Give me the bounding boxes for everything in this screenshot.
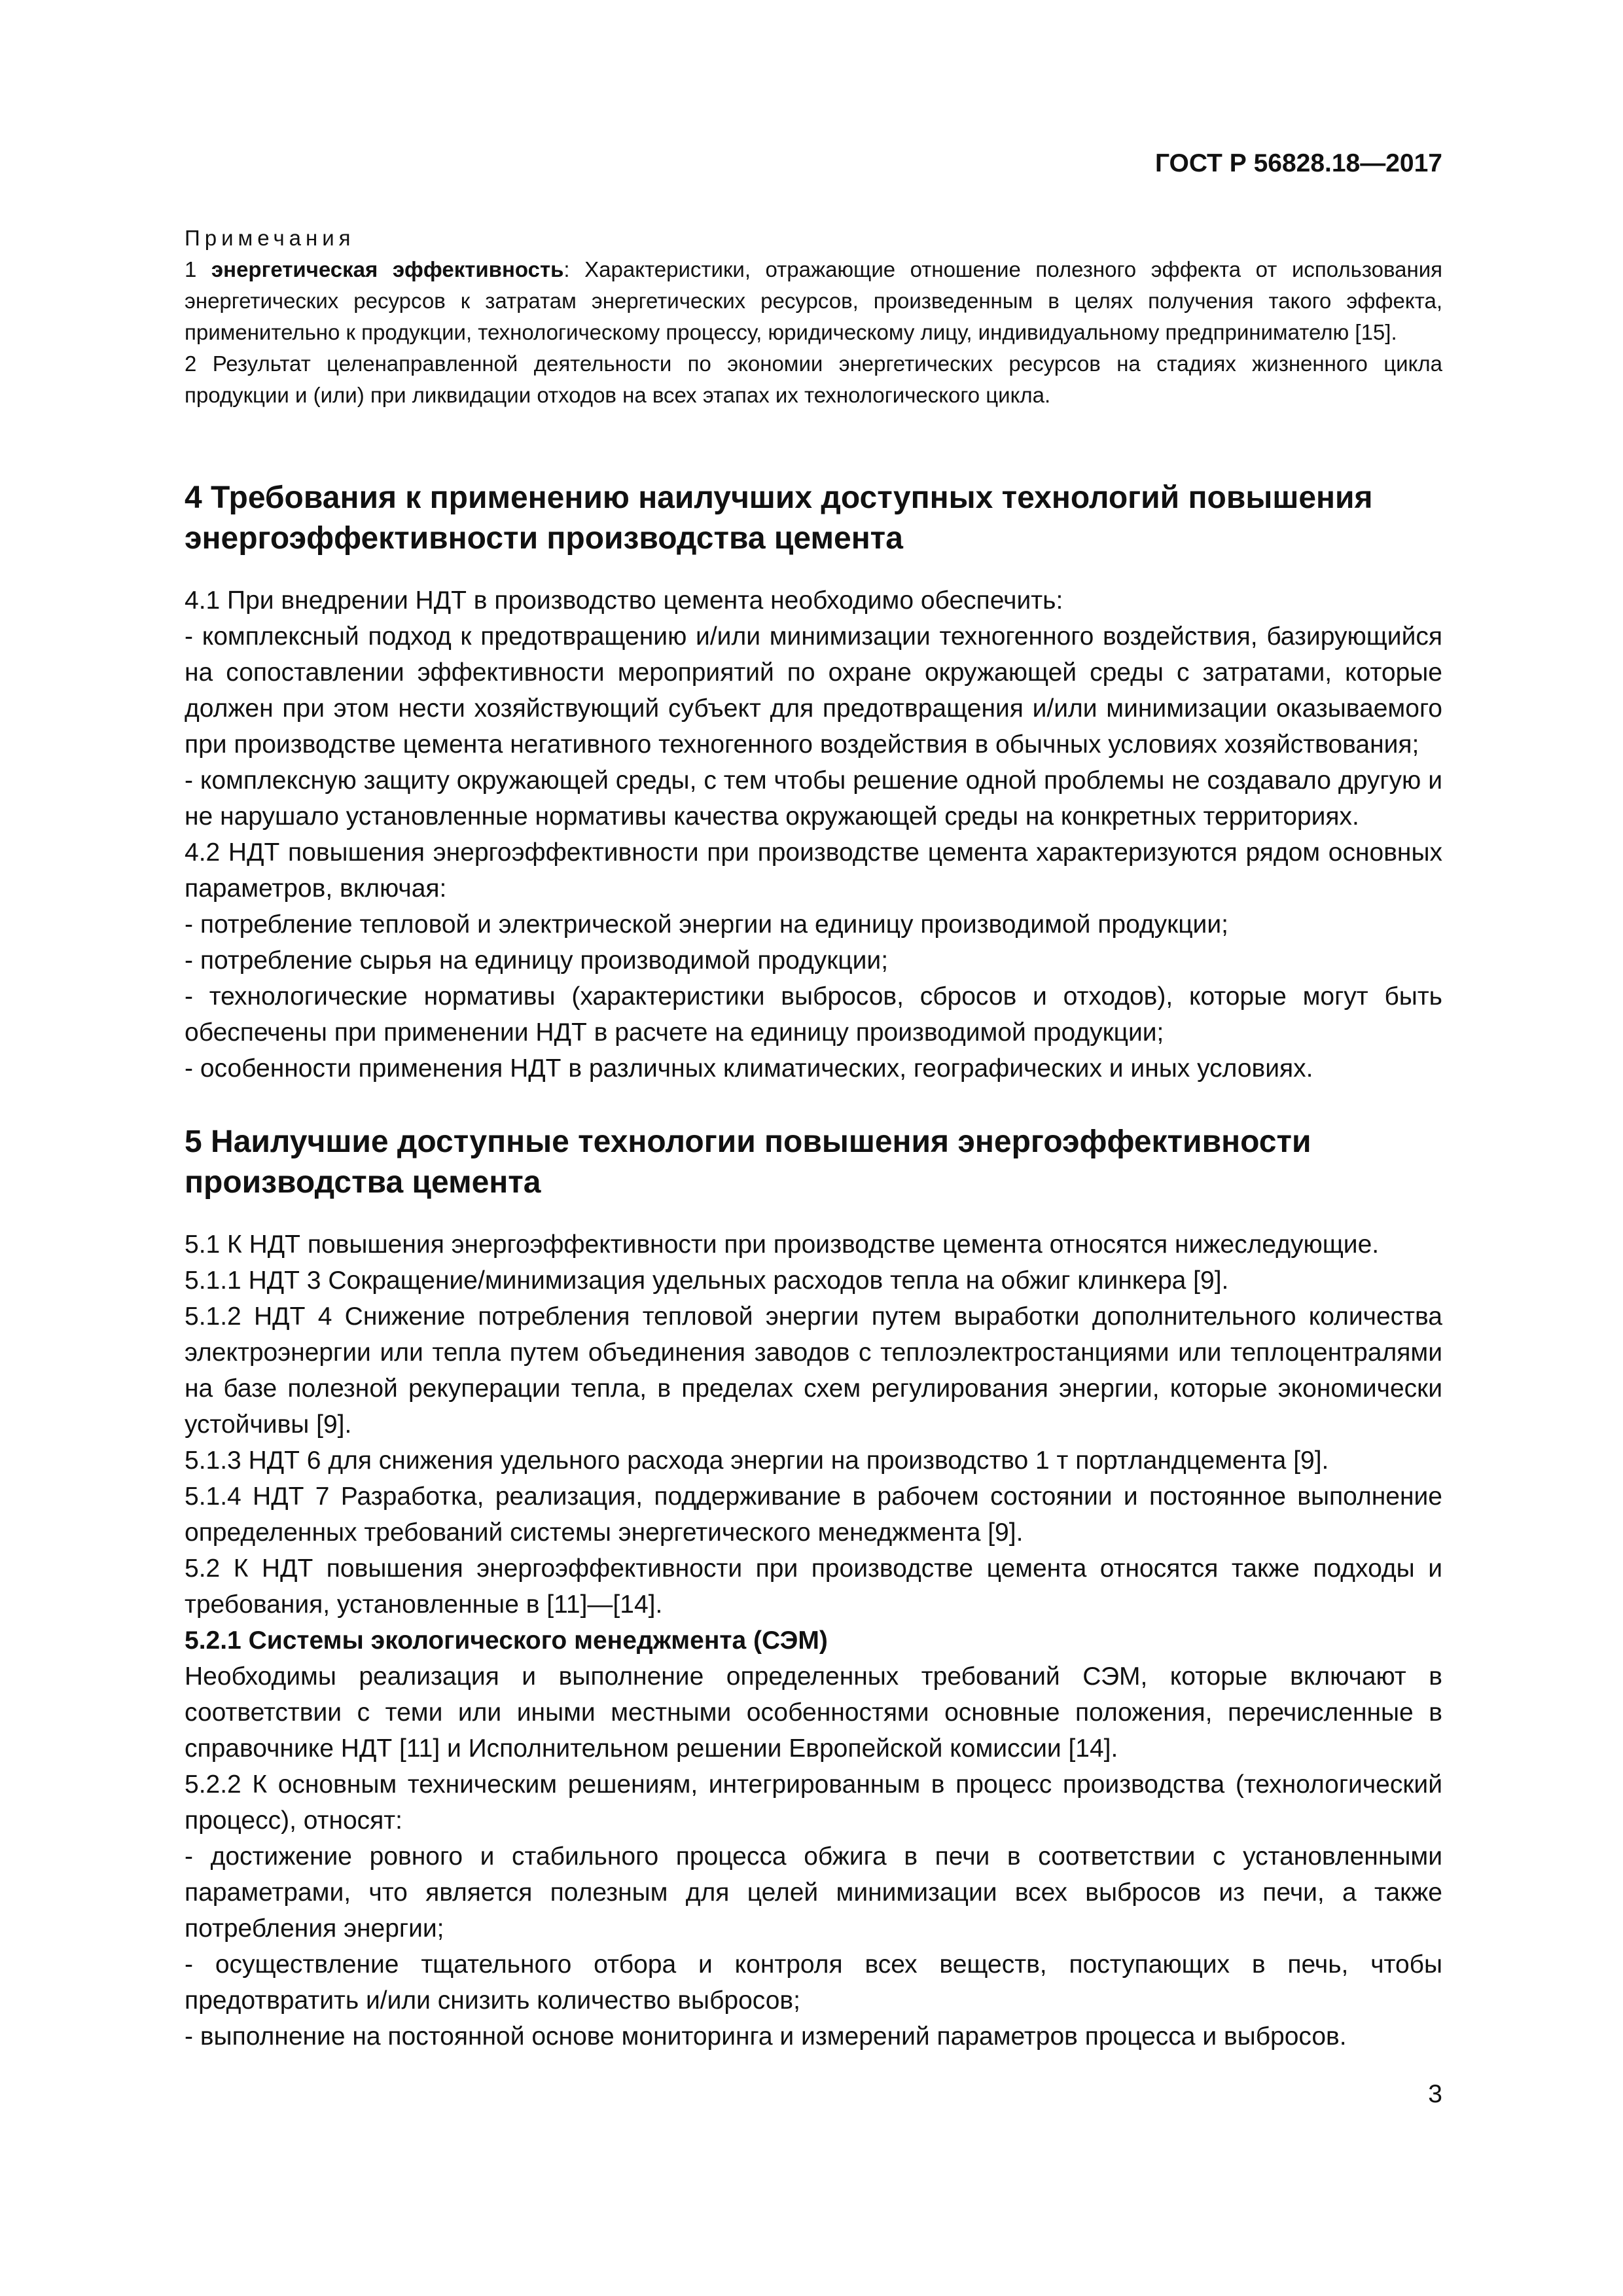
paragraph-5-1-1: 5.1.1 НДТ 3 Сокращение/минимизация удельных расходов тепла на обжиг клинкера [9]. xyxy=(185,1266,1229,1295)
list-item: - комплексный подход к предотвращению и/или минимизации техногенного воздействия, базирующийся на сопоставлении эффективности мероприятий по охране окружающей среды с затратами, которые должен при этом нести хозяйствующий субъект для предотвращения и/или минимизации оказываемого при производстве цемента негативного техногенного воздействия в обычных условиях хозяйствования; xyxy=(185,622,1442,759)
main-content xyxy=(185,478,1442,2054)
paragraph-4-1: 4.1 При внедрении НДТ в производство цемента необходимо обеспечить: xyxy=(185,586,1063,615)
list-item: - достижение ровного и стабильного процесса обжига в печи в соответствии с установленными параметрами, что является полезным для целей минимизации всех выбросов из печи, а также потребления энергии; xyxy=(185,1842,1442,1943)
section-5-title: 5 Наилучшие доступные технологии повышения энергоэффективности производства цемента xyxy=(185,1124,1311,1200)
note-2: 2 Результат целенаправленной деятельности по экономии энергетических ресурсов на стадиях жизненного цикла продукции и (или) при ликвидации отходов на всех этапах их технологического цикла. xyxy=(185,351,1442,407)
paragraph-5-1-4: 5.1.4 НДТ 7 Разработка, реализация, поддерживание в рабочем состоянии и постоянное выполнение определенных требований системы энергетического менеджмента [9]. xyxy=(185,1482,1442,1547)
list-item: - технологические нормативы (характеристики выбросов, сбросов и отходов), которые могут быть обеспечены при применении НДТ в расчете на единицу производимой продукции; xyxy=(185,982,1442,1047)
note-1-term: энергетическая эффективность xyxy=(211,257,564,281)
list-item: - осуществление тщательного отбора и контроля всех веществ, поступающих в печь, чтобы предотвратить и/или снизить количество выбросов; xyxy=(185,1950,1442,2015)
paragraph-5-2: 5.2 К НДТ повышения энергоэффективности при производстве цемента относятся также подходы и требования, установленные в [11]—[14]. xyxy=(185,1554,1442,1619)
note-1-number: 1 xyxy=(185,257,211,281)
paragraph-4-2: 4.2 НДТ повышения энергоэффективности при производстве цемента характеризуются рядом основных параметров, включая: xyxy=(185,838,1442,903)
subsection-5-2-1-title: 5.2.1 Системы экологического менеджмента (СЭМ) xyxy=(185,1626,828,1655)
paragraph-5-2-1: Необходимы реализация и выполнение определенных требований СЭМ, которые включают в соответствии с теми или иными местными особенностями основные положения, перечисленные в справочнике НДТ [11] и Исполнительном решении Европейской комиссии [14]. xyxy=(185,1662,1442,1763)
document-header-standard-id: ГОСТ Р 56828.18—2017 xyxy=(1154,149,1442,177)
note-1 xyxy=(185,254,1442,348)
notes-block xyxy=(185,223,1442,411)
paragraph-5-1-3: 5.1.3 НДТ 6 для снижения удельного расхода энергии на производство 1 т портландцемента [9]. xyxy=(185,1446,1329,1475)
section-4-title: 4 Требования к применению наилучших доступных технологий повышения энергоэффективности производства цемента xyxy=(185,480,1373,556)
notes-caption: Примечания xyxy=(185,226,355,250)
note-1-text: : Характеристики, отражающие отношение полезного эффекта от использования энергетических ресурсов к затратам энергетических ресурсов, произведенным в целях получения такого эффекта, применительно к продукции, технологическому процессу, юридическому лицу, индивидуальному предпринимателю [15]. xyxy=(185,257,1442,344)
list-item: - потребление сырья на единицу производимой продукции; xyxy=(185,946,889,975)
paragraph-5-1: 5.1 К НДТ повышения энергоэффективности при производстве цемента относятся нижеследующие. xyxy=(185,1230,1380,1259)
paragraph-5-2-2: 5.2.2 К основным техническим решениям, интегрированным в процесс производства (технологический процесс), относят: xyxy=(185,1770,1442,1835)
list-item: - особенности применения НДТ в различных климатических, географических и иных условиях. xyxy=(185,1054,1313,1083)
list-item: - комплексную защиту окружающей среды, с тем чтобы решение одной проблемы не создавало другую и не нарушало установленные нормативы качества окружающей среды на конкретных территориях. xyxy=(185,766,1442,831)
list-item: - потребление тепловой и электрической энергии на единицу производимой продукции; xyxy=(185,910,1228,939)
paragraph-5-1-2: 5.1.2 НДТ 4 Снижение потребления тепловой энергии путем выработки дополнительного количества электроэнергии или тепла путем объединения заводов с теплоэлектростанциями или теплоцентралями на базе полезной рекуперации тепла, в пределах схем регулирования энергии, которые экономически устойчивы [9]. xyxy=(185,1302,1442,1439)
page-number: 3 xyxy=(1428,2080,1442,2108)
list-item: - выполнение на постоянной основе мониторинга и измерений параметров процесса и выбросов. xyxy=(185,2022,1347,2051)
